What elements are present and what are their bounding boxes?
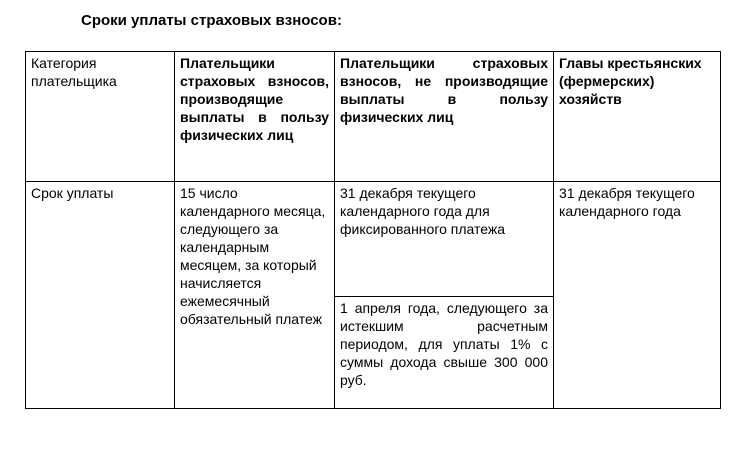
insurance-payment-deadlines-table bbox=[25, 51, 721, 409]
cell-farm-heads-deadline: 31 декабря текущего календарного года bbox=[554, 182, 721, 409]
cell-payers-with-payments-deadline: 15 число календарного месяца, следующего за календарным месяцем, за который начисляется ежемесячный обязательный платеж bbox=[175, 182, 335, 409]
header-farm-heads: Главы крестьянских (фермерских) хозяйств bbox=[554, 52, 721, 182]
header-payers-with-payments: Плательщики страховых взносов, производящие выплаты в пользу физических лиц bbox=[175, 52, 335, 182]
cell-fixed-payment-deadline: 31 декабря текущего календарного года для фиксированного платежа bbox=[335, 182, 554, 297]
table-header-row bbox=[26, 52, 721, 182]
header-payer-category: Категория плательщика bbox=[26, 52, 175, 182]
table-row bbox=[26, 182, 721, 297]
page-title: Сроки уплаты страховых взносов: bbox=[81, 12, 342, 29]
row-label-payment-deadline: Срок уплаты bbox=[26, 182, 175, 409]
header-payers-without-payments: Плательщики страховых взносов, не производящие выплаты в пользу физических лиц bbox=[335, 52, 554, 182]
cell-one-percent-payment-deadline: 1 апреля года, следующего за истекшим расчетным периодом, для уплаты 1% с суммы дохода свыше 300 000 руб. bbox=[335, 297, 554, 409]
